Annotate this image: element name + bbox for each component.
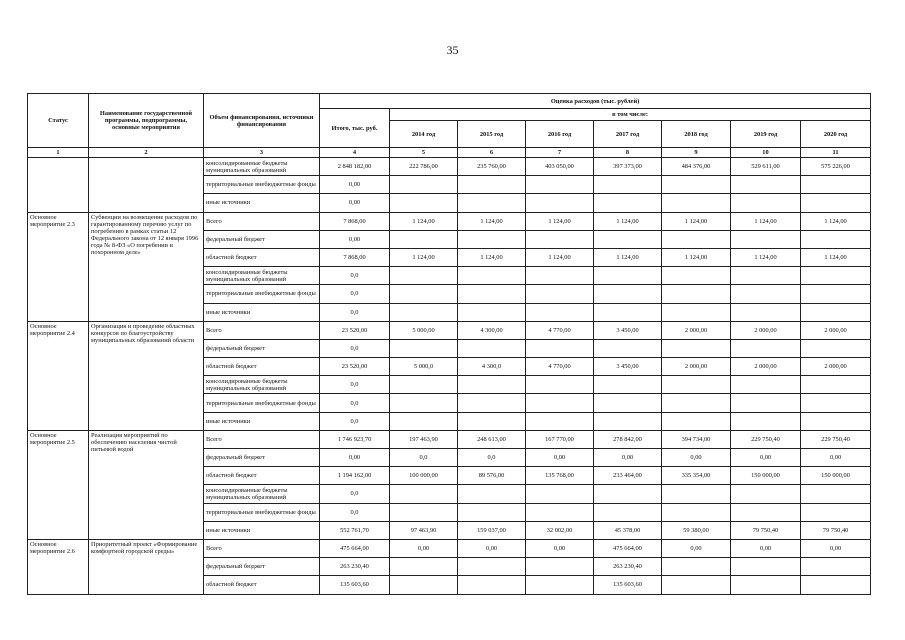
status-cell: Основное мероприятие 2.6 <box>28 539 89 594</box>
measure-name-cell: Организация и проведение областных конкурсов по благоустройству муниципальных образований области <box>89 321 204 430</box>
year-value-cell: 484 376,00 <box>662 158 731 176</box>
total-value-cell: 0,00 <box>320 194 390 212</box>
year-value-cell <box>801 230 871 248</box>
column-number: 7 <box>526 148 594 158</box>
total-value-cell: 0,0 <box>320 339 390 357</box>
year-value-cell: 2 000,00 <box>662 358 731 376</box>
year-value-cell <box>662 267 731 285</box>
column-number: 2 <box>89 148 204 158</box>
year-value-cell <box>390 558 458 576</box>
year-value-cell <box>390 412 458 430</box>
year-value-cell <box>662 194 731 212</box>
year-value-cell: 167 770,00 <box>526 430 594 448</box>
total-value-cell: 0,00 <box>320 230 390 248</box>
year-value-cell <box>594 376 662 394</box>
year-value-cell <box>390 394 458 412</box>
year-value-cell <box>526 267 594 285</box>
year-value-cell <box>390 230 458 248</box>
measure-name-cell: Приоритетный проект «Формирование комфортной городской среды» <box>89 539 204 594</box>
year-value-cell <box>801 394 871 412</box>
year-value-cell <box>731 285 801 303</box>
funding-source-cell: территориальные внебюджетные фонды <box>204 176 320 194</box>
year-value-cell: 403 050,00 <box>526 158 594 176</box>
header-including: в том числе: <box>390 109 871 121</box>
status-cell: Основное мероприятие 2.4 <box>28 321 89 430</box>
header-year: 2019 год <box>731 121 801 148</box>
column-number: 3 <box>204 148 320 158</box>
funding-source-cell: иные источники <box>204 194 320 212</box>
year-value-cell: 100 000,00 <box>390 467 458 485</box>
year-value-cell: 4 770,00 <box>526 358 594 376</box>
total-value-cell: 7 868,00 <box>320 248 390 266</box>
year-value-cell <box>731 485 801 503</box>
column-number: 5 <box>390 148 458 158</box>
year-value-cell: 0,00 <box>458 539 526 557</box>
year-value-cell: 248 613,00 <box>458 430 526 448</box>
year-value-cell <box>801 194 871 212</box>
year-value-cell <box>662 339 731 357</box>
year-value-cell <box>801 303 871 321</box>
header-status: Статус <box>28 94 89 148</box>
year-value-cell: 197 463,90 <box>390 430 458 448</box>
year-value-cell <box>731 576 801 594</box>
total-value-cell: 0,0 <box>320 485 390 503</box>
year-value-cell <box>458 339 526 357</box>
table-row <box>28 212 871 230</box>
year-value-cell: 475 664,00 <box>594 539 662 557</box>
funding-source-cell: иные источники <box>204 521 320 539</box>
year-value-cell: 1 124,00 <box>458 248 526 266</box>
status-cell <box>28 158 89 213</box>
year-value-cell <box>662 503 731 521</box>
year-value-cell: 0,00 <box>390 539 458 557</box>
funding-source-cell: территориальные внебюджетные фонды <box>204 503 320 521</box>
total-value-cell: 0,00 <box>320 176 390 194</box>
funding-source-cell: федеральный бюджет <box>204 449 320 467</box>
year-value-cell <box>594 394 662 412</box>
year-value-cell: 1 124,00 <box>526 212 594 230</box>
year-value-cell <box>662 285 731 303</box>
year-value-cell <box>731 339 801 357</box>
year-value-cell: 529 611,00 <box>731 158 801 176</box>
table-row <box>28 430 871 448</box>
year-value-cell <box>594 176 662 194</box>
year-value-cell: 4 300,00 <box>458 321 526 339</box>
year-value-cell <box>662 394 731 412</box>
total-value-cell: 552 761,70 <box>320 521 390 539</box>
year-value-cell <box>390 576 458 594</box>
year-value-cell: 2 000,00 <box>801 358 871 376</box>
funding-source-cell: территориальные внебюджетные фонды <box>204 285 320 303</box>
year-value-cell: 79 750,40 <box>801 521 871 539</box>
year-value-cell <box>458 576 526 594</box>
column-number: 1 <box>28 148 89 158</box>
funding-source-cell: консолидированные бюджеты муниципальных образований <box>204 158 320 176</box>
year-value-cell <box>526 339 594 357</box>
year-value-cell <box>731 558 801 576</box>
year-value-cell <box>458 394 526 412</box>
year-value-cell <box>458 267 526 285</box>
year-value-cell: 233 464,00 <box>594 467 662 485</box>
year-value-cell: 397 373,00 <box>594 158 662 176</box>
year-value-cell: 1 124,00 <box>731 248 801 266</box>
year-value-cell <box>458 503 526 521</box>
year-value-cell <box>458 558 526 576</box>
year-value-cell <box>458 376 526 394</box>
measure-name-cell: Субвенции на возмещение расходов по гарантированному перечню услуг по погребению в рамках статьи 12 Федерального закона от 12 января 1996 года № 8-ФЗ «О погребении и похоронном деле» <box>89 212 204 321</box>
year-value-cell: 229 750,40 <box>801 430 871 448</box>
year-value-cell: 2 000,00 <box>801 321 871 339</box>
year-value-cell: 1 124,00 <box>731 212 801 230</box>
year-value-cell: 150 000,00 <box>801 467 871 485</box>
year-value-cell <box>731 376 801 394</box>
year-value-cell <box>526 558 594 576</box>
year-value-cell: 159 037,00 <box>458 521 526 539</box>
year-value-cell <box>390 503 458 521</box>
year-value-cell <box>594 267 662 285</box>
year-value-cell <box>458 485 526 503</box>
funding-source-cell: областной бюджет <box>204 576 320 594</box>
total-value-cell: 0,0 <box>320 503 390 521</box>
year-value-cell <box>458 176 526 194</box>
year-value-cell <box>801 576 871 594</box>
year-value-cell <box>458 194 526 212</box>
column-number: 9 <box>662 148 731 158</box>
year-value-cell: 32 002,00 <box>526 521 594 539</box>
year-value-cell: 1 124,00 <box>594 248 662 266</box>
year-value-cell: 229 750,40 <box>731 430 801 448</box>
year-value-cell: 278 842,00 <box>594 430 662 448</box>
year-value-cell: 3 450,00 <box>594 321 662 339</box>
total-value-cell: 23 520,00 <box>320 321 390 339</box>
year-value-cell: 1 124,00 <box>594 212 662 230</box>
funding-source-cell: федеральный бюджет <box>204 558 320 576</box>
year-value-cell <box>526 576 594 594</box>
year-value-cell: 1 124,00 <box>662 212 731 230</box>
year-value-cell: 2 000,00 <box>731 358 801 376</box>
year-value-cell <box>662 412 731 430</box>
year-value-cell <box>526 285 594 303</box>
year-value-cell <box>662 485 731 503</box>
column-number: 10 <box>731 148 801 158</box>
year-value-cell <box>594 194 662 212</box>
year-value-cell <box>801 376 871 394</box>
year-value-cell <box>390 267 458 285</box>
year-value-cell <box>731 394 801 412</box>
measure-name-cell: Реализация мероприятий по обеспечению населения чистой питьевой водой <box>89 430 204 539</box>
total-value-cell: 0,0 <box>320 285 390 303</box>
funding-source-cell: областной бюджет <box>204 248 320 266</box>
year-value-cell: 135 603,60 <box>594 576 662 594</box>
column-number: 11 <box>801 148 871 158</box>
year-value-cell <box>390 339 458 357</box>
year-value-cell: 0,00 <box>801 539 871 557</box>
year-value-cell: 2 000,00 <box>731 321 801 339</box>
header-year: 2020 год <box>801 121 871 148</box>
year-value-cell <box>390 376 458 394</box>
year-value-cell <box>801 558 871 576</box>
year-value-cell <box>662 558 731 576</box>
table-row <box>28 158 871 176</box>
year-value-cell: 1 124,00 <box>458 212 526 230</box>
year-value-cell: 0,00 <box>594 449 662 467</box>
total-value-cell: 0,0 <box>320 303 390 321</box>
funding-source-cell: федеральный бюджет <box>204 230 320 248</box>
year-value-cell: 575 226,00 <box>801 158 871 176</box>
year-value-cell <box>594 412 662 430</box>
budget-table <box>27 93 871 595</box>
year-value-cell: 0,00 <box>526 539 594 557</box>
year-value-cell <box>594 339 662 357</box>
header-total: Итого, тыс. руб. <box>320 109 390 148</box>
year-value-cell <box>801 412 871 430</box>
total-value-cell: 0,0 <box>320 376 390 394</box>
year-value-cell <box>526 376 594 394</box>
year-value-cell <box>390 285 458 303</box>
header-year: 2015 год <box>458 121 526 148</box>
header-name: Наименование государственной программы, подпрограммы, основные мероприятия <box>89 94 204 148</box>
year-value-cell: 0,00 <box>801 449 871 467</box>
header-volume: Объем финансирования, источники финансирования <box>204 94 320 148</box>
funding-source-cell: консолидированные бюджеты муниципальных образований <box>204 376 320 394</box>
year-value-cell <box>801 176 871 194</box>
year-value-cell <box>662 576 731 594</box>
table-row <box>28 539 871 557</box>
year-value-cell: 89 576,00 <box>458 467 526 485</box>
year-value-cell: 3 450,00 <box>594 358 662 376</box>
year-value-cell <box>594 503 662 521</box>
funding-source-cell: консолидированные бюджеты муниципальных образований <box>204 267 320 285</box>
funding-source-cell: областной бюджет <box>204 467 320 485</box>
column-number: 8 <box>594 148 662 158</box>
funding-source-cell: иные источники <box>204 412 320 430</box>
year-value-cell: 1 124,00 <box>801 212 871 230</box>
year-value-cell <box>526 503 594 521</box>
total-value-cell: 23 520,00 <box>320 358 390 376</box>
year-value-cell: 0,0 <box>390 449 458 467</box>
total-value-cell: 0,0 <box>320 412 390 430</box>
year-value-cell: 5 000,00 <box>390 321 458 339</box>
year-value-cell: 150 000,00 <box>731 467 801 485</box>
year-value-cell <box>390 485 458 503</box>
year-value-cell <box>526 176 594 194</box>
year-value-cell <box>594 230 662 248</box>
year-value-cell: 1 124,00 <box>526 248 594 266</box>
year-value-cell: 263 230,40 <box>594 558 662 576</box>
year-value-cell: 394 734,00 <box>662 430 731 448</box>
year-value-cell <box>526 485 594 503</box>
total-value-cell: 135 603,60 <box>320 576 390 594</box>
total-value-cell: 1 194 162,00 <box>320 467 390 485</box>
year-value-cell: 2 000,00 <box>662 321 731 339</box>
year-value-cell <box>594 285 662 303</box>
year-value-cell <box>526 303 594 321</box>
header-year: 2018 год <box>662 121 731 148</box>
funding-source-cell: Всего <box>204 212 320 230</box>
year-value-cell: 1 124,00 <box>662 248 731 266</box>
status-cell: Основное мероприятие 2.5 <box>28 430 89 539</box>
year-value-cell <box>662 230 731 248</box>
year-value-cell: 0,0 <box>458 449 526 467</box>
total-value-cell: 7 868,00 <box>320 212 390 230</box>
total-value-cell: 0,00 <box>320 449 390 467</box>
year-value-cell <box>662 376 731 394</box>
year-value-cell: 0,00 <box>731 449 801 467</box>
column-number: 4 <box>320 148 390 158</box>
funding-source-cell: территориальные внебюджетные фонды <box>204 394 320 412</box>
year-value-cell <box>390 303 458 321</box>
year-value-cell <box>731 303 801 321</box>
year-value-cell <box>390 176 458 194</box>
year-value-cell <box>731 176 801 194</box>
page-number: 35 <box>446 43 459 57</box>
year-value-cell: 1 124,00 <box>801 248 871 266</box>
total-value-cell: 475 664,00 <box>320 539 390 557</box>
column-number: 6 <box>458 148 526 158</box>
year-value-cell: 235 760,00 <box>458 158 526 176</box>
year-value-cell <box>458 412 526 430</box>
funding-source-cell: Всего <box>204 539 320 557</box>
year-value-cell <box>731 194 801 212</box>
year-value-cell <box>801 285 871 303</box>
year-value-cell <box>526 412 594 430</box>
year-value-cell: 4 770,00 <box>526 321 594 339</box>
header-estimate: Оценка расходов (тыс. рублей) <box>320 94 871 109</box>
year-value-cell: 0,00 <box>662 449 731 467</box>
year-value-cell <box>526 394 594 412</box>
year-value-cell: 222 786,00 <box>390 158 458 176</box>
year-value-cell: 1 124,00 <box>390 248 458 266</box>
total-value-cell: 2 848 182,00 <box>320 158 390 176</box>
year-value-cell <box>731 412 801 430</box>
year-value-cell <box>801 503 871 521</box>
total-value-cell: 263 230,40 <box>320 558 390 576</box>
status-cell: Основное мероприятие 2.3 <box>28 212 89 321</box>
year-value-cell: 45 378,00 <box>594 521 662 539</box>
year-value-cell: 97 463,90 <box>390 521 458 539</box>
year-value-cell <box>801 267 871 285</box>
total-value-cell: 0,0 <box>320 394 390 412</box>
year-value-cell: 0,00 <box>662 539 731 557</box>
year-value-cell: 335 354,00 <box>662 467 731 485</box>
table-row <box>28 321 871 339</box>
funding-source-cell: областной бюджет <box>204 358 320 376</box>
header-year: 2016 год <box>526 121 594 148</box>
year-value-cell: 1 124,00 <box>390 212 458 230</box>
year-value-cell: 59 380,00 <box>662 521 731 539</box>
year-value-cell <box>458 285 526 303</box>
year-value-cell: 5 000,0 <box>390 358 458 376</box>
year-value-cell: 4 300,0 <box>458 358 526 376</box>
year-value-cell <box>731 503 801 521</box>
year-value-cell <box>526 230 594 248</box>
funding-source-cell: консолидированные бюджеты муниципальных образований <box>204 485 320 503</box>
total-value-cell: 0,0 <box>320 267 390 285</box>
year-value-cell: 135 768,00 <box>526 467 594 485</box>
funding-source-cell: иные источники <box>204 303 320 321</box>
funding-source-cell: Всего <box>204 430 320 448</box>
total-value-cell: 1 746 923,70 <box>320 430 390 448</box>
year-value-cell <box>458 230 526 248</box>
year-value-cell <box>801 485 871 503</box>
year-value-cell <box>526 194 594 212</box>
header-year: 2017 год <box>594 121 662 148</box>
year-value-cell <box>458 303 526 321</box>
year-value-cell: 0,00 <box>731 539 801 557</box>
year-value-cell <box>801 339 871 357</box>
year-value-cell: 0,00 <box>526 449 594 467</box>
measure-name-cell <box>89 158 204 213</box>
header-year: 2014 год <box>390 121 458 148</box>
year-value-cell <box>731 230 801 248</box>
year-value-cell <box>662 303 731 321</box>
year-value-cell: 79 750,40 <box>731 521 801 539</box>
funding-source-cell: Всего <box>204 321 320 339</box>
year-value-cell <box>662 176 731 194</box>
year-value-cell <box>594 485 662 503</box>
year-value-cell <box>594 303 662 321</box>
funding-source-cell: федеральный бюджет <box>204 339 320 357</box>
year-value-cell <box>390 194 458 212</box>
year-value-cell <box>731 267 801 285</box>
